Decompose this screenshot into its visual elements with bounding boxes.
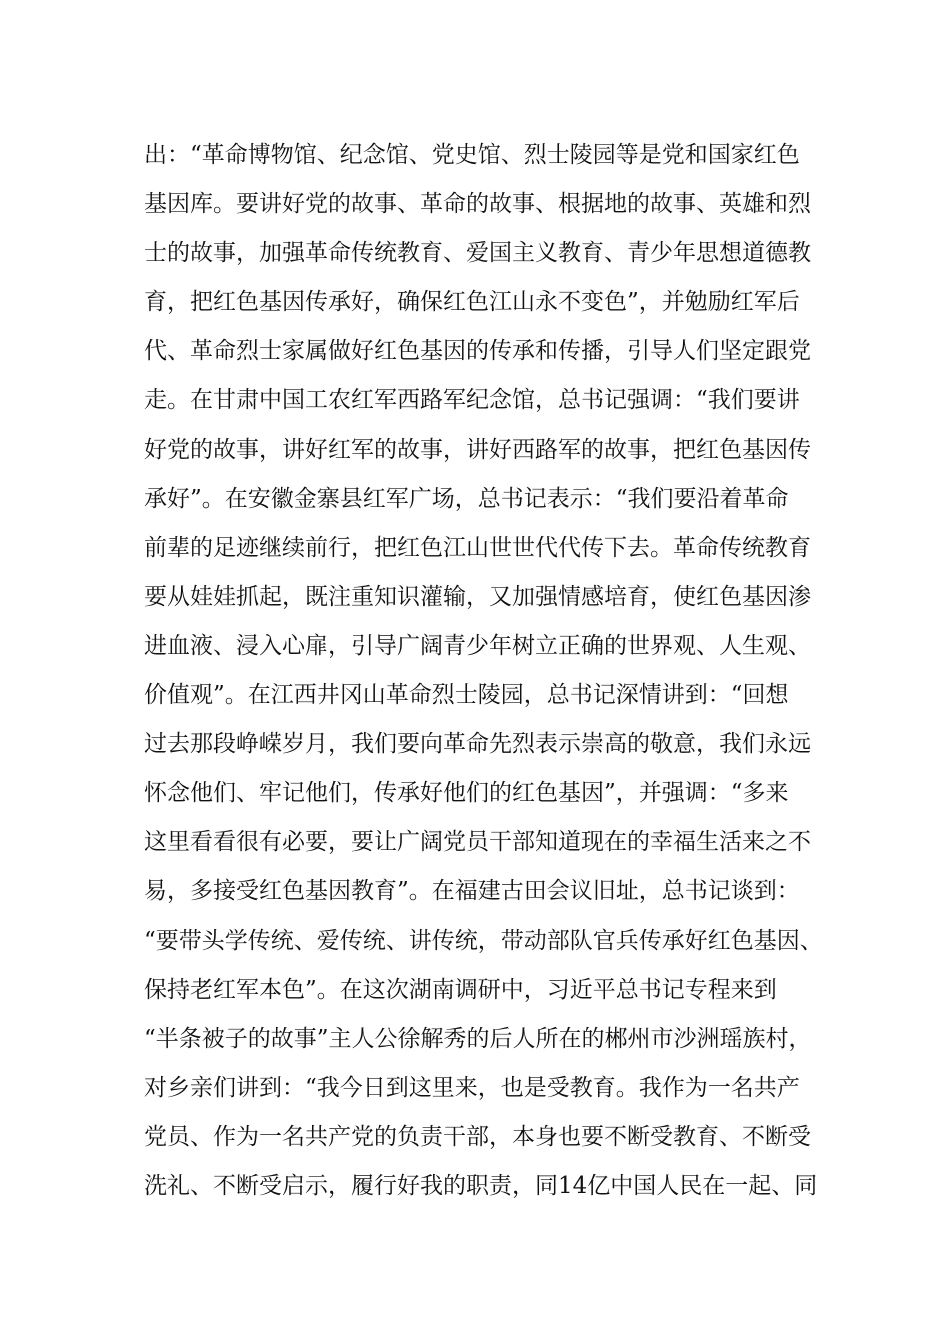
text-line: 前辈的足迹继续前行，把红色江山世世代代传下去。革命传统教育	[144, 534, 811, 561]
text-line: 对乡亲们讲到：“我今日到这里来，也是受教育。我作为一名共产	[144, 1074, 800, 1101]
text-line: 代、革命烈士家属做好红色基因的传承和传播，引导人们坚定跟党	[144, 338, 811, 365]
text-line: 这里看看很有必要，要让广阔党员干部知道现在的幸福生活来之不	[144, 829, 811, 856]
text-line: 育，把红色基因传承好，确保红色江山永不变色”，并勉励红军后	[144, 289, 800, 316]
text-line: 走。在甘肃中国工农红军西路军纪念馆，总书记强调：“我们要讲	[144, 387, 800, 414]
text-line: 洗礼、不断受启示，履行好我的职责，同14亿中国人民在一起、同	[144, 1172, 818, 1199]
text-line: “要带头学传统、爱传统、讲传统，带动部队官兵传承好红色基因、	[144, 927, 823, 954]
text-line: 保持老红军本色”。在这次湖南调研中，习近平总书记专程来到	[144, 976, 777, 1003]
text-line: 基因库。要讲好党的故事、革命的故事、根据地的故事、英雄和烈	[144, 191, 811, 218]
body-text	[144, 131, 834, 1211]
text-line: 价值观”。在江西井冈山革命烈士陵园，总书记深情讲到：“回想	[144, 682, 789, 709]
text-line: 要从娃娃抓起，既注重知识灌输，又加强情感培育，使红色基因渗	[144, 583, 811, 610]
text-line: 出：“革命博物馆、纪念馆、党史馆、烈士陵园等是党和国家红色	[144, 142, 800, 168]
text-line: 易，多接受红色基因教育”。在福建古田会议旧址，总书记谈到：	[144, 878, 800, 905]
text-line: 好党的故事，讲好红军的故事，讲好西路军的故事，把红色基因传	[144, 436, 811, 463]
text-line: 党员、作为一名共产党的负责干部，本身也要不断受教育、不断受	[144, 1123, 811, 1150]
text-line: “半条被子的故事”主人公徐解秀的后人所在的郴州市沙洲瑶族村，	[144, 1025, 812, 1052]
text-line: 怀念他们、牢记他们，传承好他们的红色基因”，并强调：“多来	[144, 780, 789, 807]
text-line: 士的故事，加强革命传统教育、爱国主义教育、青少年思想道德教	[144, 240, 811, 267]
text-line: 过去那段峥嵘岁月，我们要向革命先烈表示崇高的敬意，我们永远	[144, 731, 811, 758]
text-line: 进血液、浸入心扉，引导广阔青少年树立正确的世界观、人生观、	[144, 632, 811, 659]
text-line: 承好”。在安徽金寨县红军广场，总书记表示：“我们要沿着革命	[144, 485, 789, 512]
